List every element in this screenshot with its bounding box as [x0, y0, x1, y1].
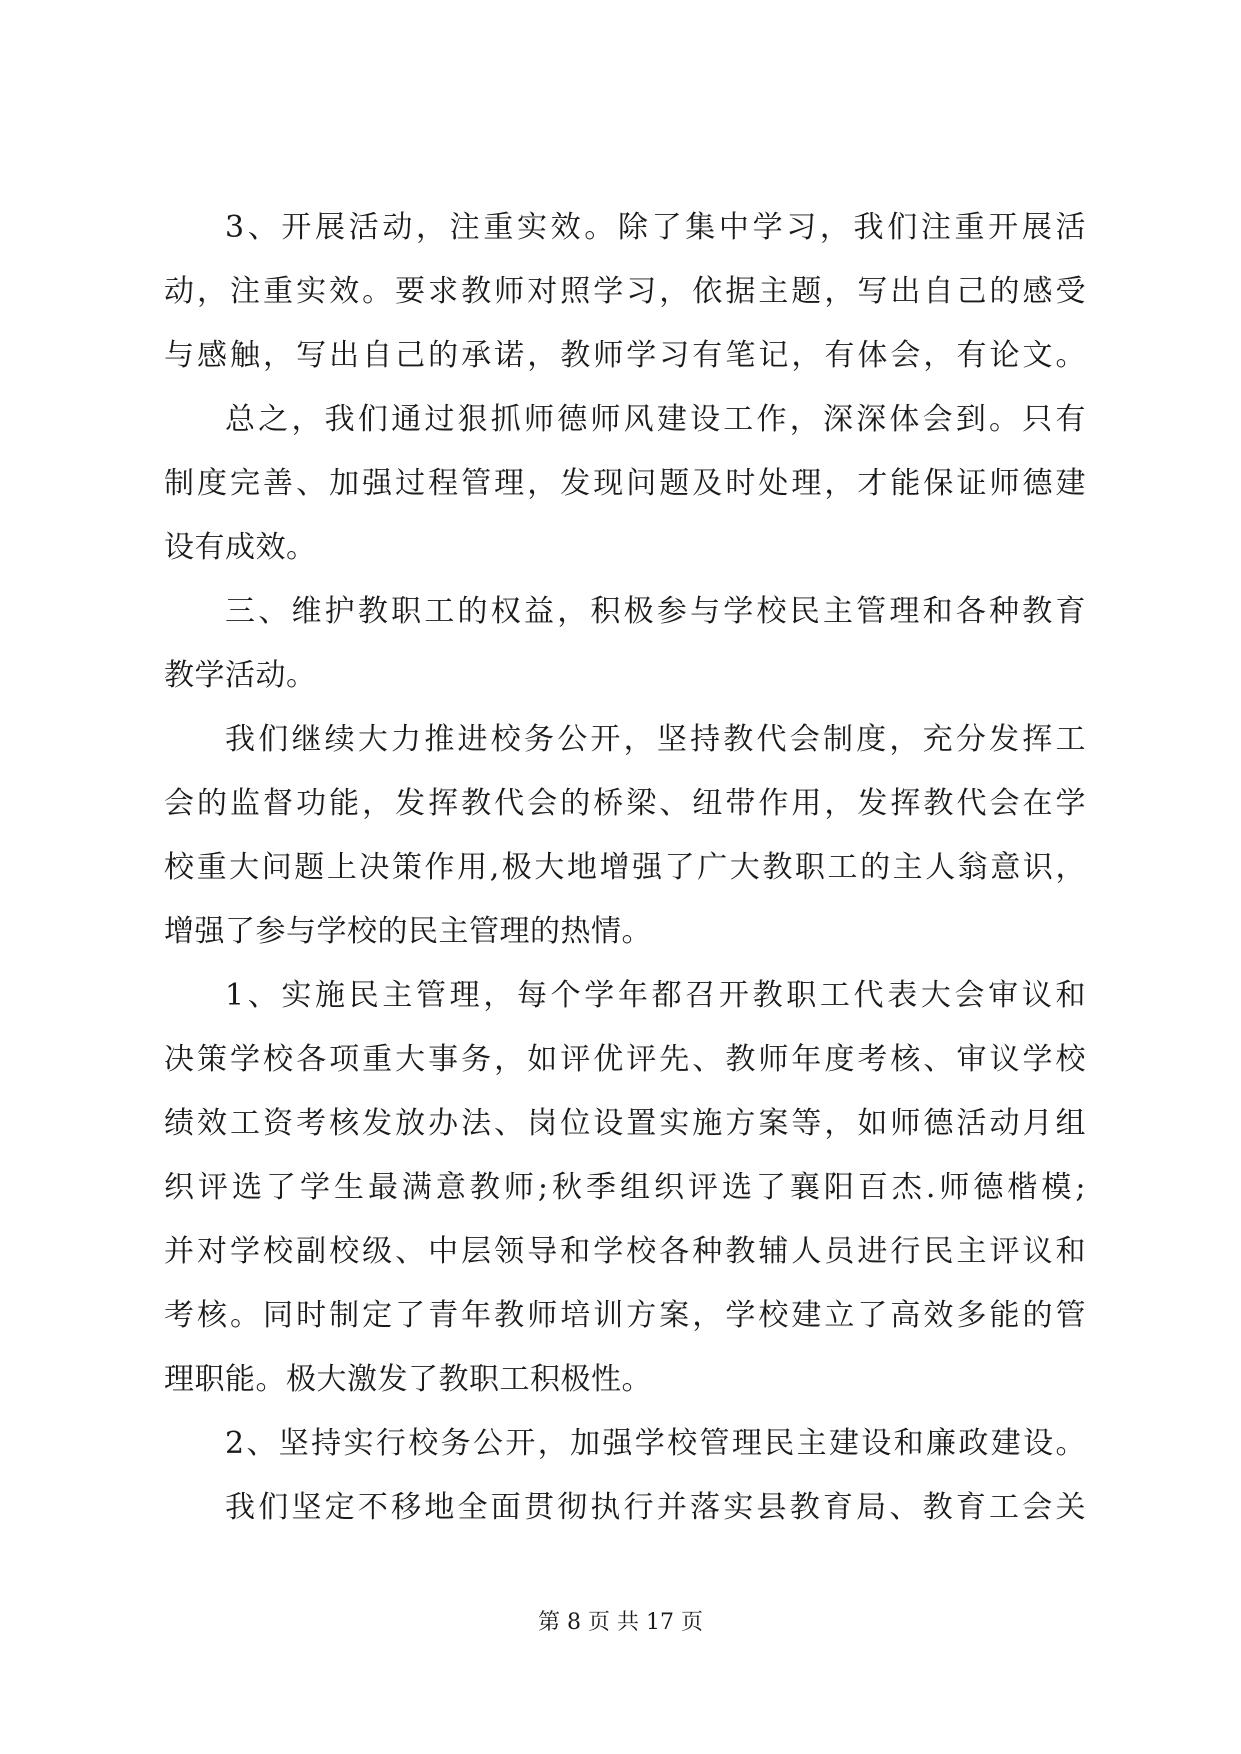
page-footer: 第 8 页 共 17 页	[538, 1610, 703, 1635]
text-line: 校重大问题上决策作用,极大地增强了广大教职工的主人翁意识，	[164, 850, 1086, 885]
text-line: 2、坚持实行校务公开，加强学校管理民主建设和廉政建设。	[225, 1426, 1086, 1461]
text-line: 教学活动。	[164, 658, 317, 693]
text-line: 我们坚定不移地全面贯彻执行并落实县教育局、教育工会关	[225, 1490, 1086, 1525]
text-line: 制度完善、加强过程管理，发现问题及时处理，才能保证师德建	[164, 466, 1086, 501]
text-line: 会的监督功能，发挥教代会的桥梁、纽带作用，发挥教代会在学	[164, 786, 1086, 821]
text-line: 织评选了学生最满意教师;秋季组织评选了襄阳百杰.师德楷模;	[164, 1170, 1086, 1205]
text-line: 考核。同时制定了青年教师培训方案，学校建立了高效多能的管	[164, 1298, 1086, 1333]
text-line: 并对学校副校级、中层领导和学校各种教辅人员进行民主评议和	[164, 1234, 1086, 1269]
text-line: 决策学校各项重大事务，如评优评先、教师年度考核、审议学校	[164, 1042, 1086, 1077]
text-line: 我们继续大力推进校务公开，坚持教代会制度，充分发挥工	[225, 722, 1086, 757]
text-line: 与感触，写出自己的承诺，教师学习有笔记，有体会，有论文。	[164, 338, 1086, 373]
text-line: 总之，我们通过狠抓师德师风建设工作，深深体会到。只有	[225, 402, 1086, 437]
text-line: 三、维护教职工的权益，积极参与学校民主管理和各种教育	[225, 594, 1086, 629]
text-line: 3、开展活动，注重实效。除了集中学习，我们注重开展活	[225, 210, 1086, 245]
document-body	[164, 196, 1086, 1540]
text-line: 增强了参与学校的民主管理的热情。	[164, 914, 652, 949]
text-line: 绩效工资考核发放办法、岗位设置实施方案等，如师德活动月组	[164, 1106, 1086, 1141]
text-line: 理职能。极大激发了教职工积极性。	[164, 1362, 652, 1397]
text-line: 设有成效。	[164, 530, 317, 565]
text-line: 动，注重实效。要求教师对照学习，依据主题，写出自己的感受	[164, 274, 1086, 309]
text-line: 1、实施民主管理，每个学年都召开教职工代表大会审议和	[225, 978, 1086, 1013]
